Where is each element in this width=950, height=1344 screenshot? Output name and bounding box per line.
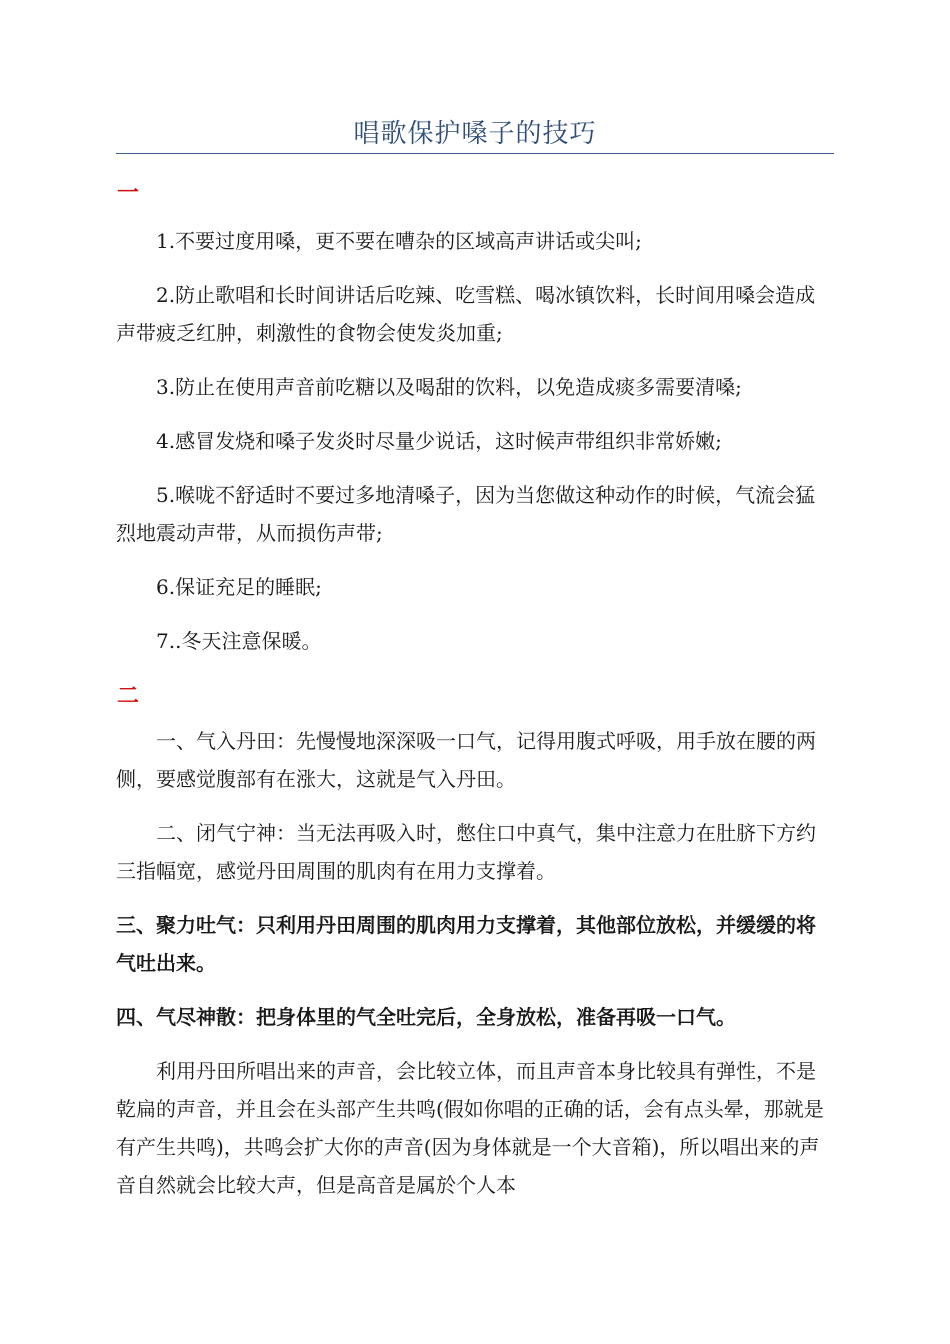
step-3: 三、聚力吐气：只利用丹田周围的肌肉用力支撑着，其他部位放松，并缓缓的将气吐出来。 (116, 913, 816, 975)
section-marker-2: 二 (117, 683, 140, 709)
tip-5: 5.喉咙不舒适时不要过多地清嗓子，因为当您做这种动作的时候，气流会猛烈地震动声带，从而损伤声带; (116, 483, 816, 545)
explanation-paragraph: 利用丹田所唱出来的声音，会比较立体，而且声音本身比较具有弹性，不是乾扁的声音，并且会在头部产生共鸣(假如你唱的正确的话，会有点头晕，那就是有产生共鸣)，共鸣会扩大你的声音(因为身体就是一个大音箱)，所以唱出来的声音自然就会比较大声，但是高音是属於个人本 (116, 1059, 824, 1197)
tip-3: 3.防止在使用声音前吃糖以及喝甜的饮料，以免造成痰多需要清嗓; (156, 375, 742, 399)
step-1: 一、气入丹田：先慢慢地深深吸一口气，记得用腹式呼吸，用手放在腰的两侧，要感觉腹部有在涨大，这就是气入丹田。 (116, 729, 816, 791)
tip-7: 7..冬天注意保暖。 (156, 629, 322, 653)
tip-4: 4.感冒发烧和嗓子发炎时尽量少说话，这时候声带组织非常娇嫩; (156, 429, 722, 453)
tip-2: 2.防止歌唱和长时间讲话后吃辣、吃雪糕、喝冰镇饮料，长时间用嗓会造成声带疲乏红肿，刺激性的食物会使发炎加重; (116, 283, 816, 345)
document-title: 唱歌保护嗓子的技巧 (353, 119, 597, 149)
section-marker-1: 一 (117, 180, 140, 206)
tip-1: 1.不要过度用嗓，更不要在嘈杂的区域高声讲话或尖叫; (156, 229, 642, 253)
step-2: 二、闭气宁神：当无法再吸入时，憋住口中真气，集中注意力在肚脐下方约三指幅宽，感觉丹田周围的肌肉有在用力支撑着。 (116, 821, 816, 883)
title-underline (116, 153, 834, 154)
tip-6: 6.保证充足的睡眠; (156, 575, 322, 599)
step-4: 四、气尽神散：把身体里的气全吐完后，全身放松，准备再吸一口气。 (116, 1005, 736, 1029)
